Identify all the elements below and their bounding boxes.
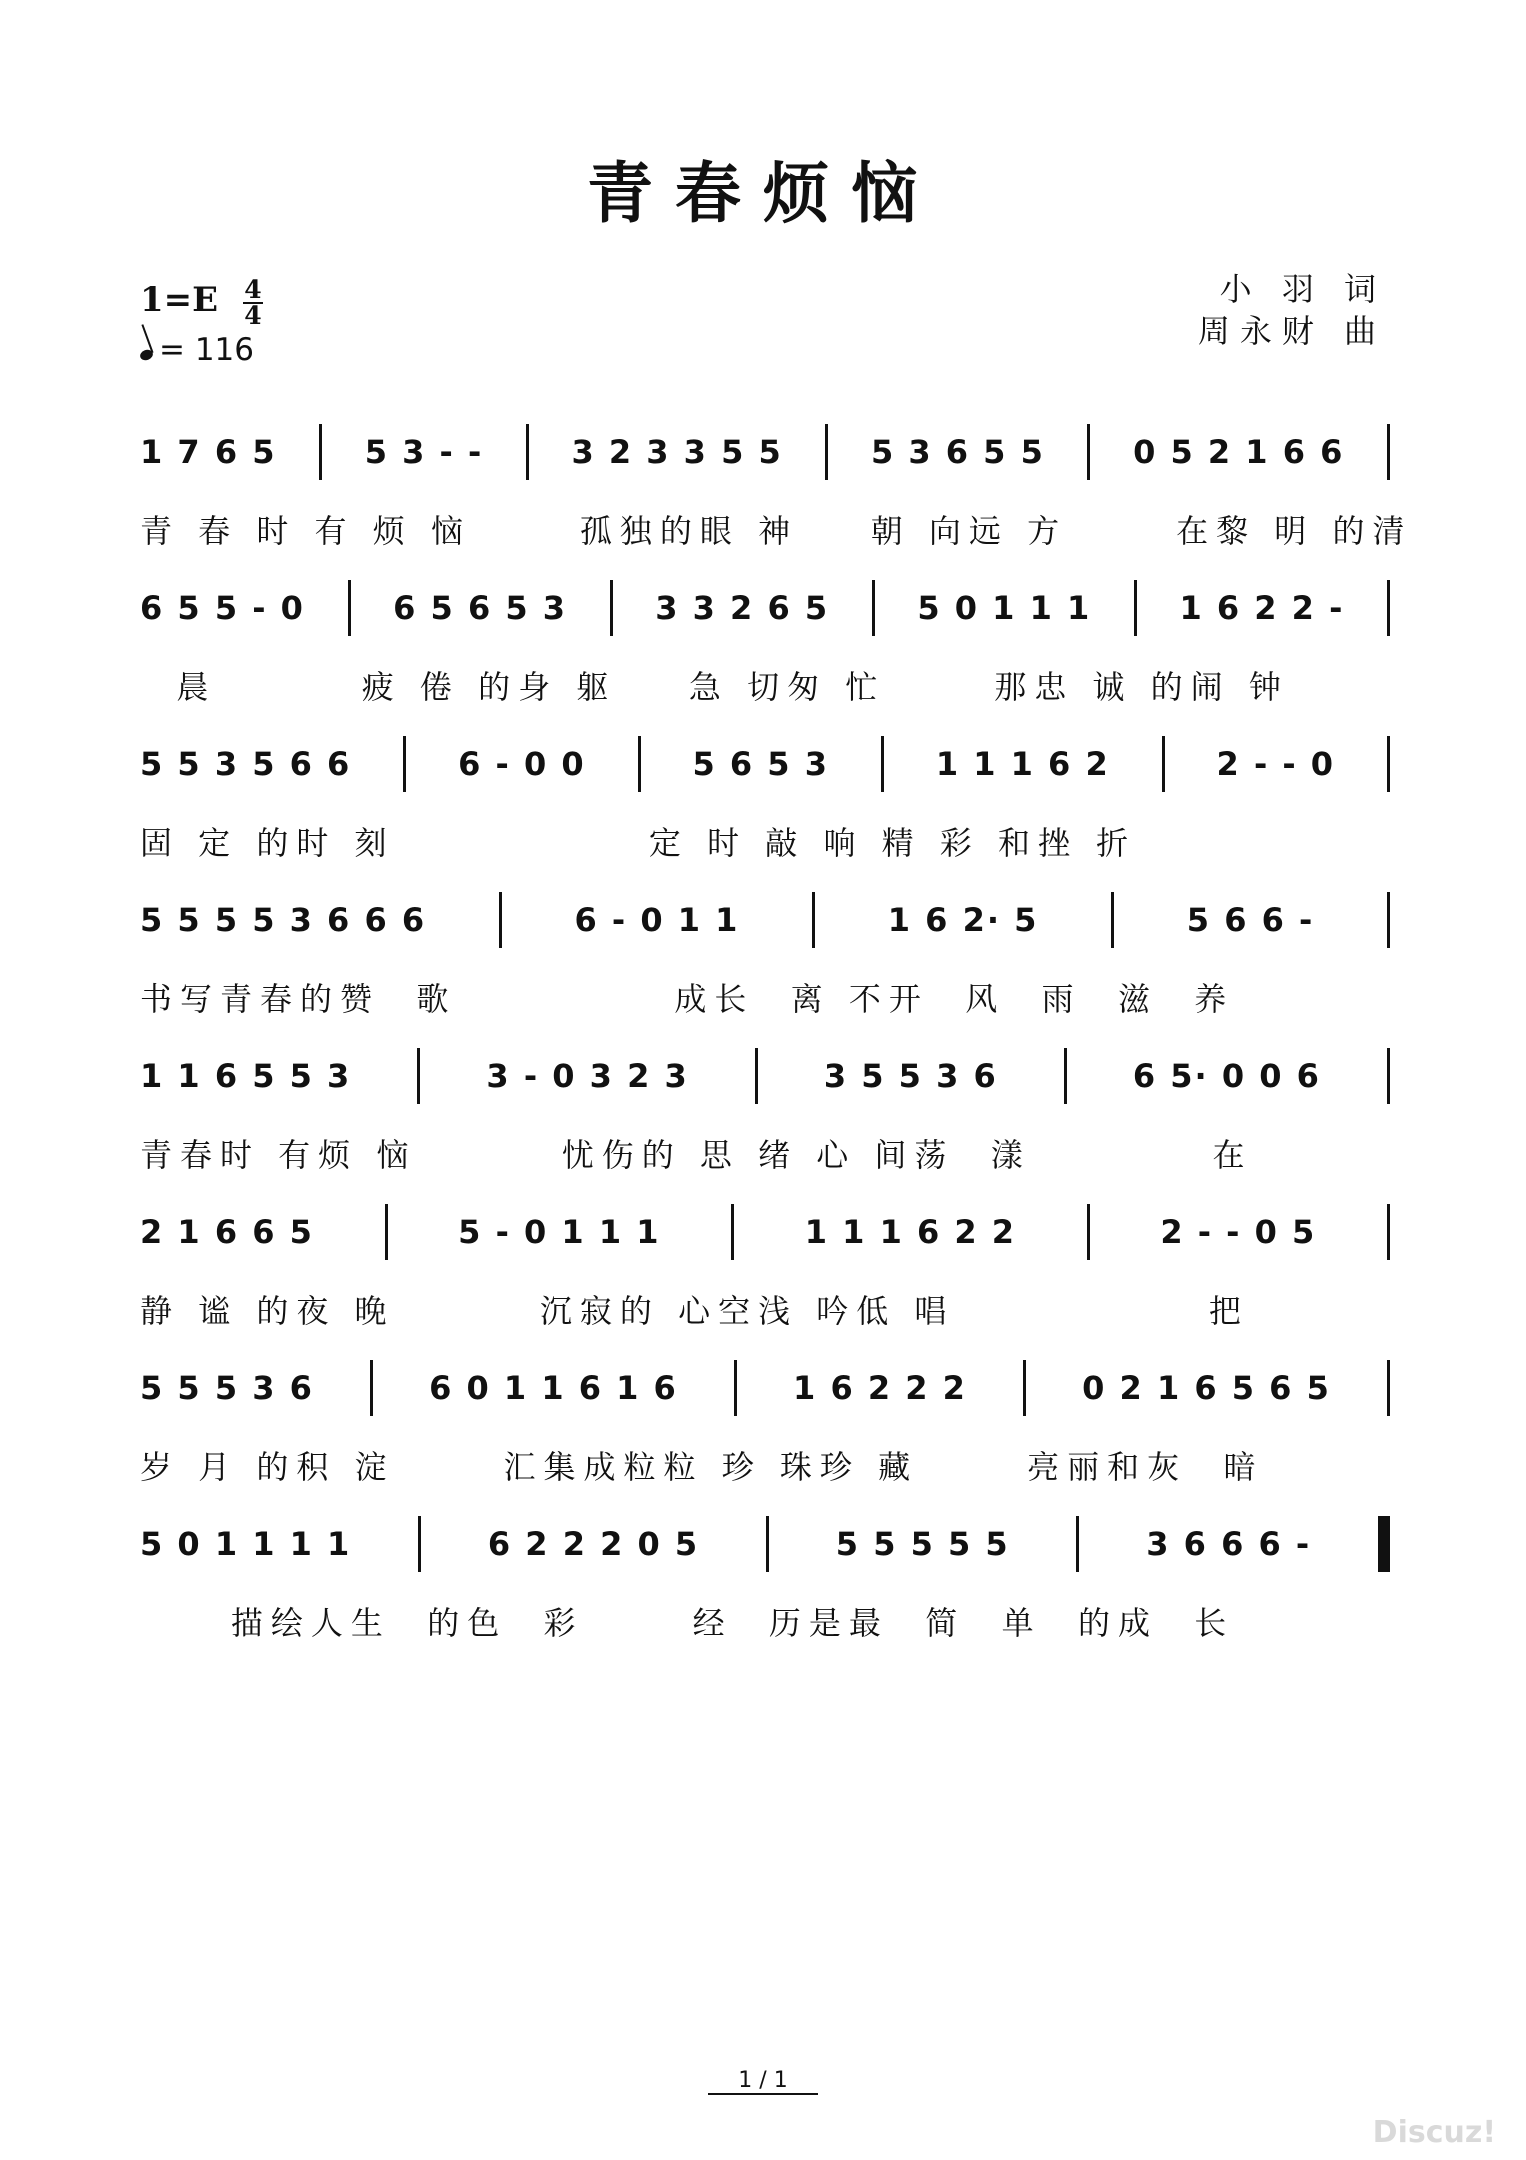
bar-line bbox=[1387, 424, 1390, 480]
measure: 3 6 6 6 - bbox=[1146, 1525, 1312, 1563]
notes-line bbox=[140, 1356, 1390, 1420]
bar-line bbox=[638, 736, 641, 792]
measure: 5 3 6 5 5 bbox=[870, 433, 1045, 471]
bar-line bbox=[872, 580, 875, 636]
bar-line bbox=[1023, 1360, 1026, 1416]
bar-line bbox=[403, 736, 406, 792]
score-system bbox=[140, 1044, 1390, 1184]
measure: 0 2 1 6 5 6 5 bbox=[1082, 1369, 1331, 1407]
key-signature: 1=E bbox=[140, 280, 219, 320]
song-title: 青春烦恼 bbox=[587, 154, 939, 232]
lyrics-line: 岁 月 的积 淀 汇集成粒粒 珍 珠珍 藏 亮丽和灰 暗 bbox=[140, 1448, 1264, 1486]
measure: 1 6 2 2 - bbox=[1179, 589, 1345, 627]
measure: 2 - - 0 5 bbox=[1160, 1213, 1317, 1251]
watermark: Discuz! bbox=[1372, 2115, 1496, 2150]
measure: 3 - 0 3 2 3 bbox=[486, 1057, 689, 1095]
bar-line bbox=[1162, 736, 1165, 792]
notes-line bbox=[140, 732, 1390, 796]
bar-line bbox=[825, 424, 828, 480]
measure: 3 5 5 3 6 bbox=[823, 1057, 998, 1095]
measure: 5 - 0 1 1 1 bbox=[458, 1213, 661, 1251]
measure: 5 5 5 3 6 bbox=[140, 1369, 314, 1407]
bar-line bbox=[731, 1204, 734, 1260]
lyrics-line: 固 定 的时 刻 定 时 敲 响 精 彩 和挫 折 bbox=[140, 824, 1137, 862]
bar-line bbox=[418, 1516, 421, 1572]
measure: 5 5 5 5 5 bbox=[835, 1525, 1010, 1563]
measure: 3 3 2 6 5 bbox=[655, 589, 830, 627]
tempo-marking bbox=[140, 332, 254, 368]
measure: 6 0 1 1 6 1 6 bbox=[429, 1369, 678, 1407]
lyrics-line: 青春时 有烦 恼 忧伤的 思 绪 心 间荡 漾 在 bbox=[140, 1136, 1253, 1174]
measure: 1 6 2 2 2 bbox=[793, 1369, 967, 1407]
bar-line bbox=[1087, 424, 1090, 480]
score-system bbox=[140, 888, 1390, 1028]
notes-line bbox=[140, 420, 1390, 484]
lyrics-line: 书写青春的赞 歌 成长 离 不开 风 雨 滋 养 bbox=[140, 980, 1235, 1018]
bar-line bbox=[734, 1360, 737, 1416]
measure: 5 5 3 5 6 6 bbox=[140, 745, 352, 783]
time-signature-numerator: 4 bbox=[244, 275, 262, 304]
bar-line bbox=[370, 1360, 373, 1416]
bar-line bbox=[1111, 892, 1114, 948]
measure: 5 6 6 - bbox=[1186, 901, 1315, 939]
score-system bbox=[140, 1512, 1390, 1652]
bar-line bbox=[417, 1048, 420, 1104]
bar-line bbox=[526, 424, 529, 480]
time-signature-denominator: 4 bbox=[244, 301, 262, 330]
bar-line bbox=[319, 424, 322, 480]
measure: 5 0 1 1 1 1 bbox=[140, 1525, 352, 1563]
measure: 6 5· 0 0 6 bbox=[1132, 1057, 1321, 1095]
lyrics-line: 晨 疲 倦 的身 躯 急 切匆 忙 那忠 诚 的闹 钟 bbox=[140, 668, 1289, 706]
measure: 1 1 6 5 5 3 bbox=[140, 1057, 352, 1095]
notes-line bbox=[140, 1512, 1390, 1576]
bar-line bbox=[812, 892, 815, 948]
bar-line bbox=[1387, 736, 1390, 792]
bar-line bbox=[1087, 1204, 1090, 1260]
measure: 5 5 5 5 3 6 6 6 bbox=[140, 901, 427, 939]
measure: 5 0 1 1 1 bbox=[917, 589, 1092, 627]
score-system bbox=[140, 1356, 1390, 1496]
measure: 1 1 1 6 2 2 bbox=[804, 1213, 1017, 1251]
bar-line bbox=[1387, 580, 1390, 636]
notes-line bbox=[140, 888, 1390, 952]
bar-line bbox=[1076, 1516, 1079, 1572]
lyrics-line: 静 谧 的夜 晚 沉寂的 心空浅 吟低 唱 把 bbox=[140, 1292, 1249, 1330]
bar-line bbox=[499, 892, 502, 948]
bar-line bbox=[610, 580, 613, 636]
measure: 2 1 6 6 5 bbox=[140, 1213, 314, 1251]
measure: 1 1 1 6 2 bbox=[935, 745, 1110, 783]
bar-line bbox=[766, 1516, 769, 1572]
measure: 0 5 2 1 6 6 bbox=[1133, 433, 1345, 471]
measure: 1 7 6 5 bbox=[140, 433, 277, 471]
measure: 5 3 - - bbox=[364, 433, 484, 471]
score-system bbox=[140, 1200, 1390, 1340]
measure: 6 5 6 5 3 bbox=[393, 589, 568, 627]
bar-line bbox=[1387, 1048, 1390, 1104]
measure: 6 5 5 - 0 bbox=[140, 589, 305, 627]
composer-credit: 周永财 曲 bbox=[1197, 312, 1386, 350]
measure: 1 6 2· 5 bbox=[887, 901, 1039, 939]
tempo-value: = 116 bbox=[159, 332, 254, 368]
measure: 3 2 3 3 5 5 bbox=[571, 433, 783, 471]
measure: 6 2 2 2 0 5 bbox=[487, 1525, 700, 1563]
final-bar-line bbox=[1378, 1516, 1390, 1572]
notes-line bbox=[140, 1044, 1390, 1108]
measure: 6 - 0 1 1 bbox=[574, 901, 740, 939]
bar-line bbox=[1064, 1048, 1067, 1104]
bar-line bbox=[1387, 892, 1390, 948]
bar-line bbox=[348, 580, 351, 636]
bar-line bbox=[881, 736, 884, 792]
bar-line bbox=[1387, 1360, 1390, 1416]
bar-line bbox=[755, 1048, 758, 1104]
bar-line bbox=[1134, 580, 1137, 636]
lyrics-line: 描绘人生 的色 彩 经 历是最 简 单 的成 长 bbox=[140, 1604, 1235, 1642]
lyrics-line: 青 春 时 有 烦 恼 孤独的眼 神 朝 向远 方 在黎 明 的清 bbox=[140, 512, 1413, 550]
measure: 5 6 5 3 bbox=[692, 745, 829, 783]
measure: 2 - - 0 bbox=[1216, 745, 1336, 783]
notes-line bbox=[140, 1200, 1390, 1264]
bar-line bbox=[385, 1204, 388, 1260]
lyricist-credit: 小 羽 词 bbox=[1219, 270, 1386, 308]
score-system bbox=[140, 420, 1413, 560]
score-system bbox=[140, 732, 1390, 872]
page-number bbox=[0, 2068, 1526, 2095]
time-signature bbox=[243, 275, 263, 330]
quarter-note-icon bbox=[139, 348, 155, 362]
page-number-text: 1 / 1 bbox=[708, 2068, 817, 2095]
bar-line bbox=[1387, 1204, 1390, 1260]
measure: 6 - 0 0 bbox=[458, 745, 586, 783]
notes-line bbox=[140, 576, 1390, 640]
score-system bbox=[140, 576, 1390, 716]
